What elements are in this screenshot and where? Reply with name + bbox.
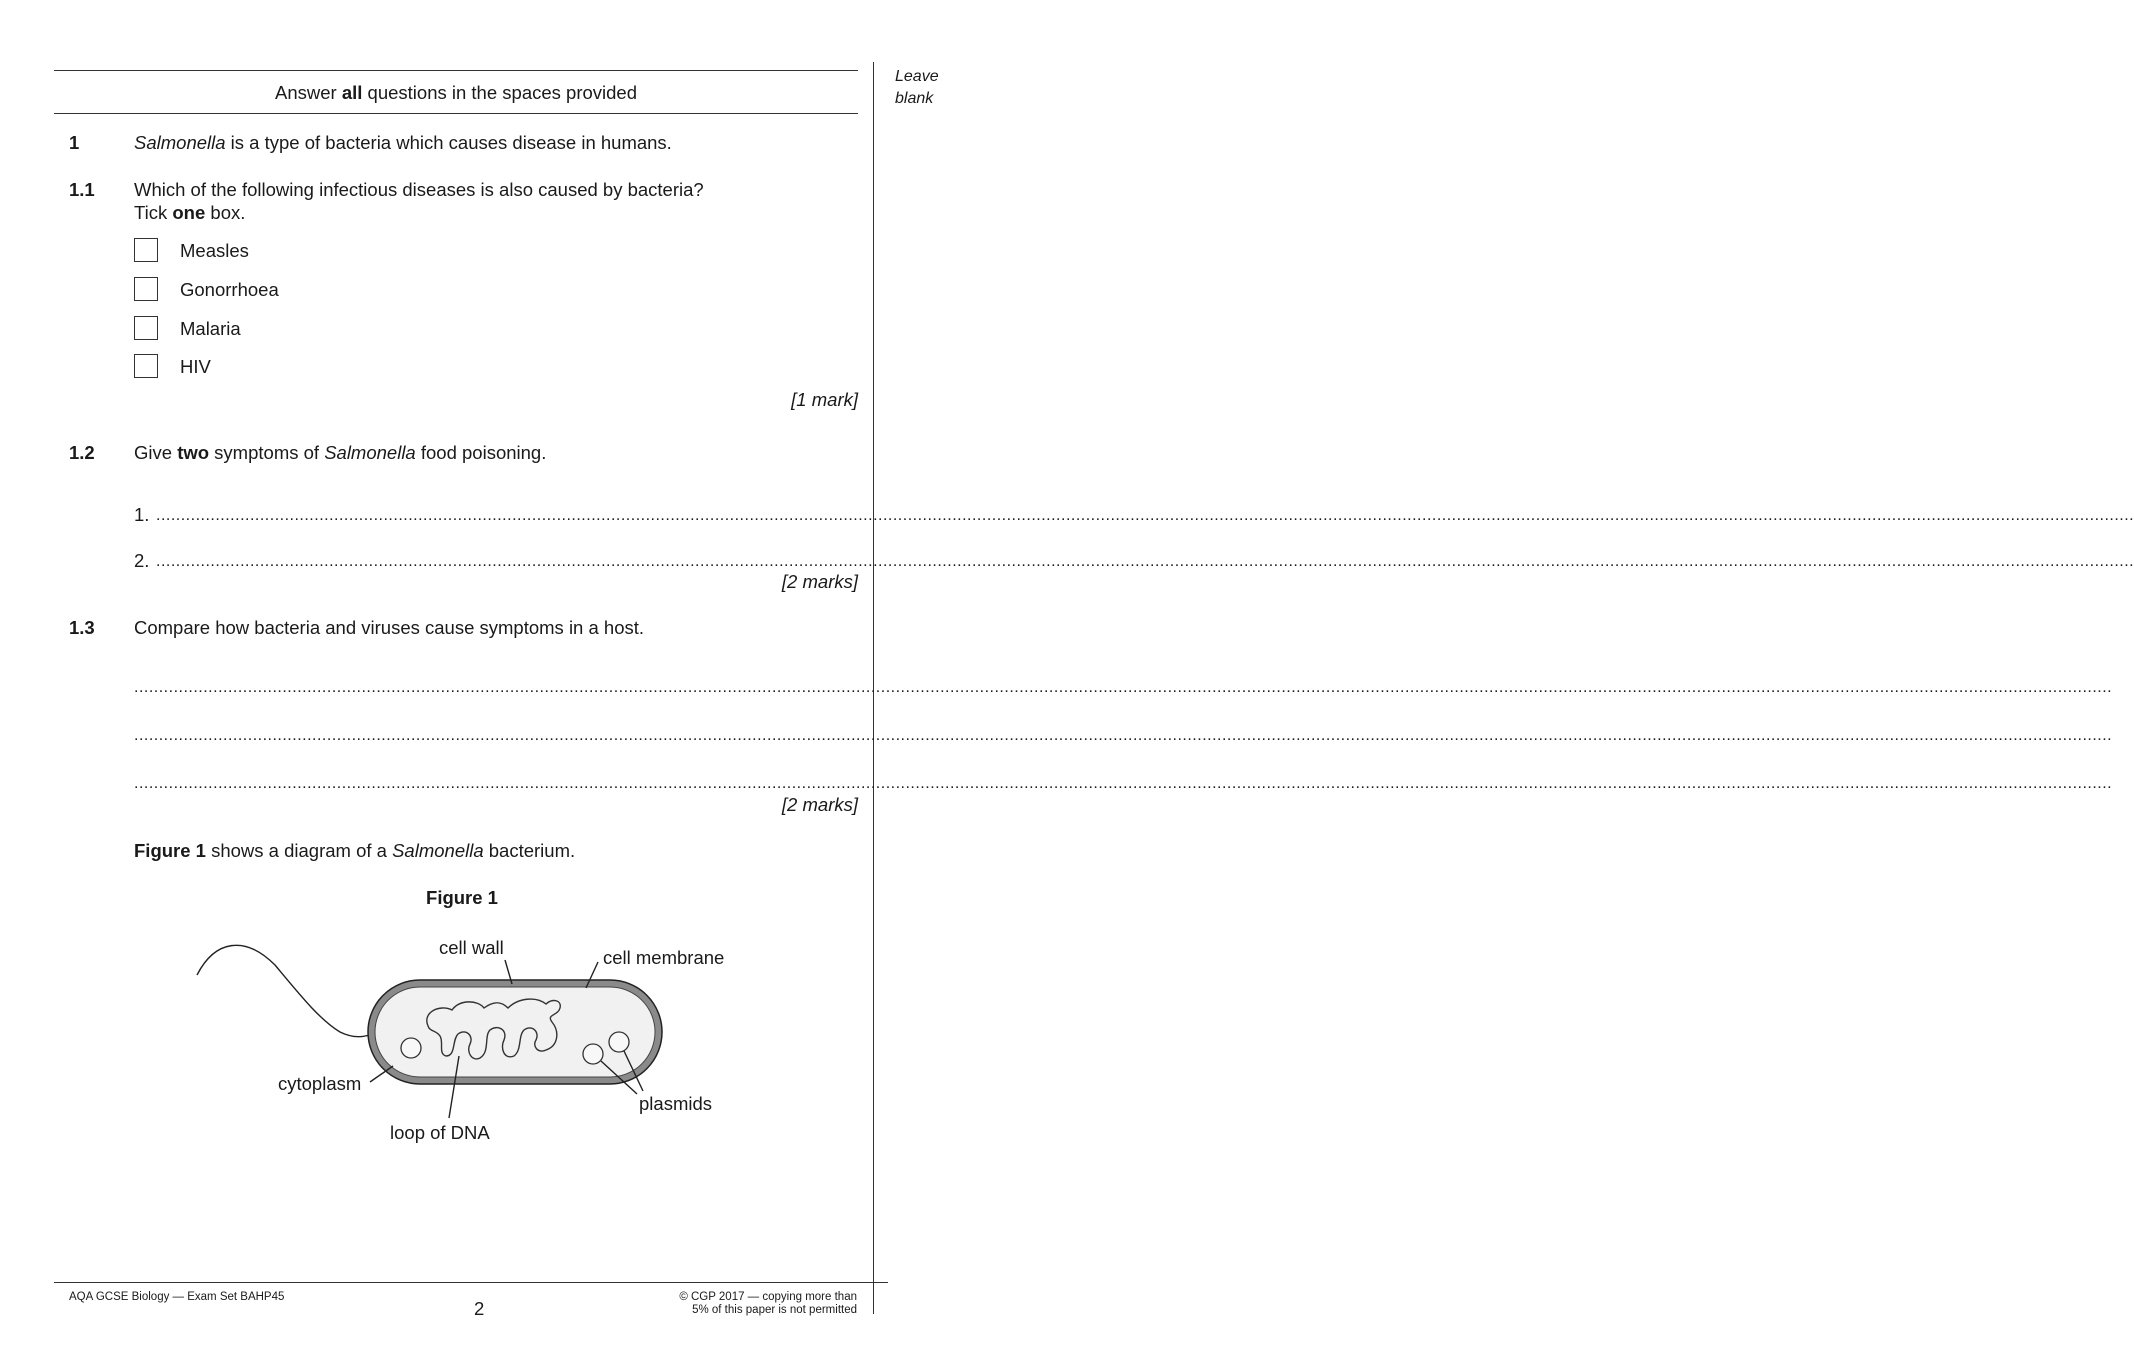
answer-line-2[interactable]: ................................................................................................................................................................................................................................................................................................................................................................................................................ (134, 727, 2113, 744)
page-number: 2 (474, 1298, 485, 1319)
option-label: HIV (180, 356, 211, 377)
marks-label: [1 mark] (791, 389, 858, 410)
answer-line-label: 2. (134, 550, 150, 571)
footer-copyright: © CGP 2017 — copying more than 5% of this paper is not permitted (679, 1291, 857, 1316)
marks-label: [2 marks] (781, 794, 858, 815)
header-top-rule (54, 70, 858, 71)
footer-exam-title: AQA GCSE Biology — Exam Set BAHP45 (69, 1291, 285, 1303)
checkbox-malaria[interactable] (134, 316, 158, 340)
answer-line-3[interactable]: ................................................................................................................................................................................................................................................................................................................................................................................................................ (134, 775, 2113, 792)
tick-instruction: Tick one box. (134, 202, 246, 223)
label-loop-of-dna: loop of DNA (390, 1122, 490, 1143)
marks-label: [2 marks] (781, 571, 858, 592)
question-number: 1.3 (69, 617, 95, 638)
leader-cell-membrane (586, 962, 598, 988)
cytoplasm-area (375, 987, 655, 1077)
checkbox-gonorrhoea[interactable] (134, 277, 158, 301)
option-label: Malaria (180, 318, 241, 339)
leader-plasmid-2 (624, 1051, 643, 1091)
answer-line-label: 1. (134, 504, 150, 525)
flagellum (197, 945, 372, 1036)
leader-cytoplasm (370, 1066, 393, 1082)
answer-line-2[interactable]: ................................................................................................................................................................................................................................................................................................................................................................................................................ (156, 553, 2134, 570)
option-label: Measles (180, 240, 249, 261)
footer-rule (54, 1282, 888, 1283)
label-plasmids: plasmids (639, 1093, 712, 1114)
dna-loop (427, 999, 560, 1059)
plasmid-right-1 (583, 1044, 603, 1064)
label-cell-wall: cell wall (439, 937, 504, 958)
answer-line-1[interactable]: ................................................................................................................................................................................................................................................................................................................................................................................................................ (134, 679, 2113, 696)
checkbox-measles[interactable] (134, 238, 158, 262)
checkbox-hiv[interactable] (134, 354, 158, 378)
question-number: 1.2 (69, 442, 95, 463)
label-cytoplasm: cytoplasm (278, 1073, 362, 1094)
question-text: Give two symptoms of Salmonella food poisoning. (134, 442, 547, 463)
plasmid-left (401, 1038, 421, 1058)
figure-title: Figure 1 (426, 887, 498, 908)
leave-blank-label: Leave blank (895, 68, 939, 107)
header-instruction: Answer all questions in the spaces provided (275, 82, 637, 103)
question-text: Which of the following infectious diseases is also caused by bacteria? (134, 179, 704, 200)
header-bottom-rule (54, 113, 858, 114)
leader-plasmid-1 (601, 1061, 637, 1094)
question-intro: Salmonella is a type of bacteria which causes disease in humans. (134, 132, 672, 153)
cell-wall (368, 980, 662, 1084)
option-label: Gonorrhoea (180, 279, 279, 300)
answer-line-1[interactable]: ................................................................................................................................................................................................................................................................................................................................................................................................................ (156, 507, 2134, 524)
leader-dna (449, 1056, 459, 1118)
question-number: 1.1 (69, 179, 95, 200)
question-text: Compare how bacteria and viruses cause symptoms in a host. (134, 617, 645, 638)
question-number: 1 (69, 132, 80, 153)
leader-cell-wall (505, 960, 512, 984)
figure-intro: Figure 1 shows a diagram of a Salmonella bacterium. (134, 840, 576, 861)
plasmid-right-2 (609, 1032, 629, 1052)
label-cell-membrane: cell membrane (603, 947, 725, 968)
